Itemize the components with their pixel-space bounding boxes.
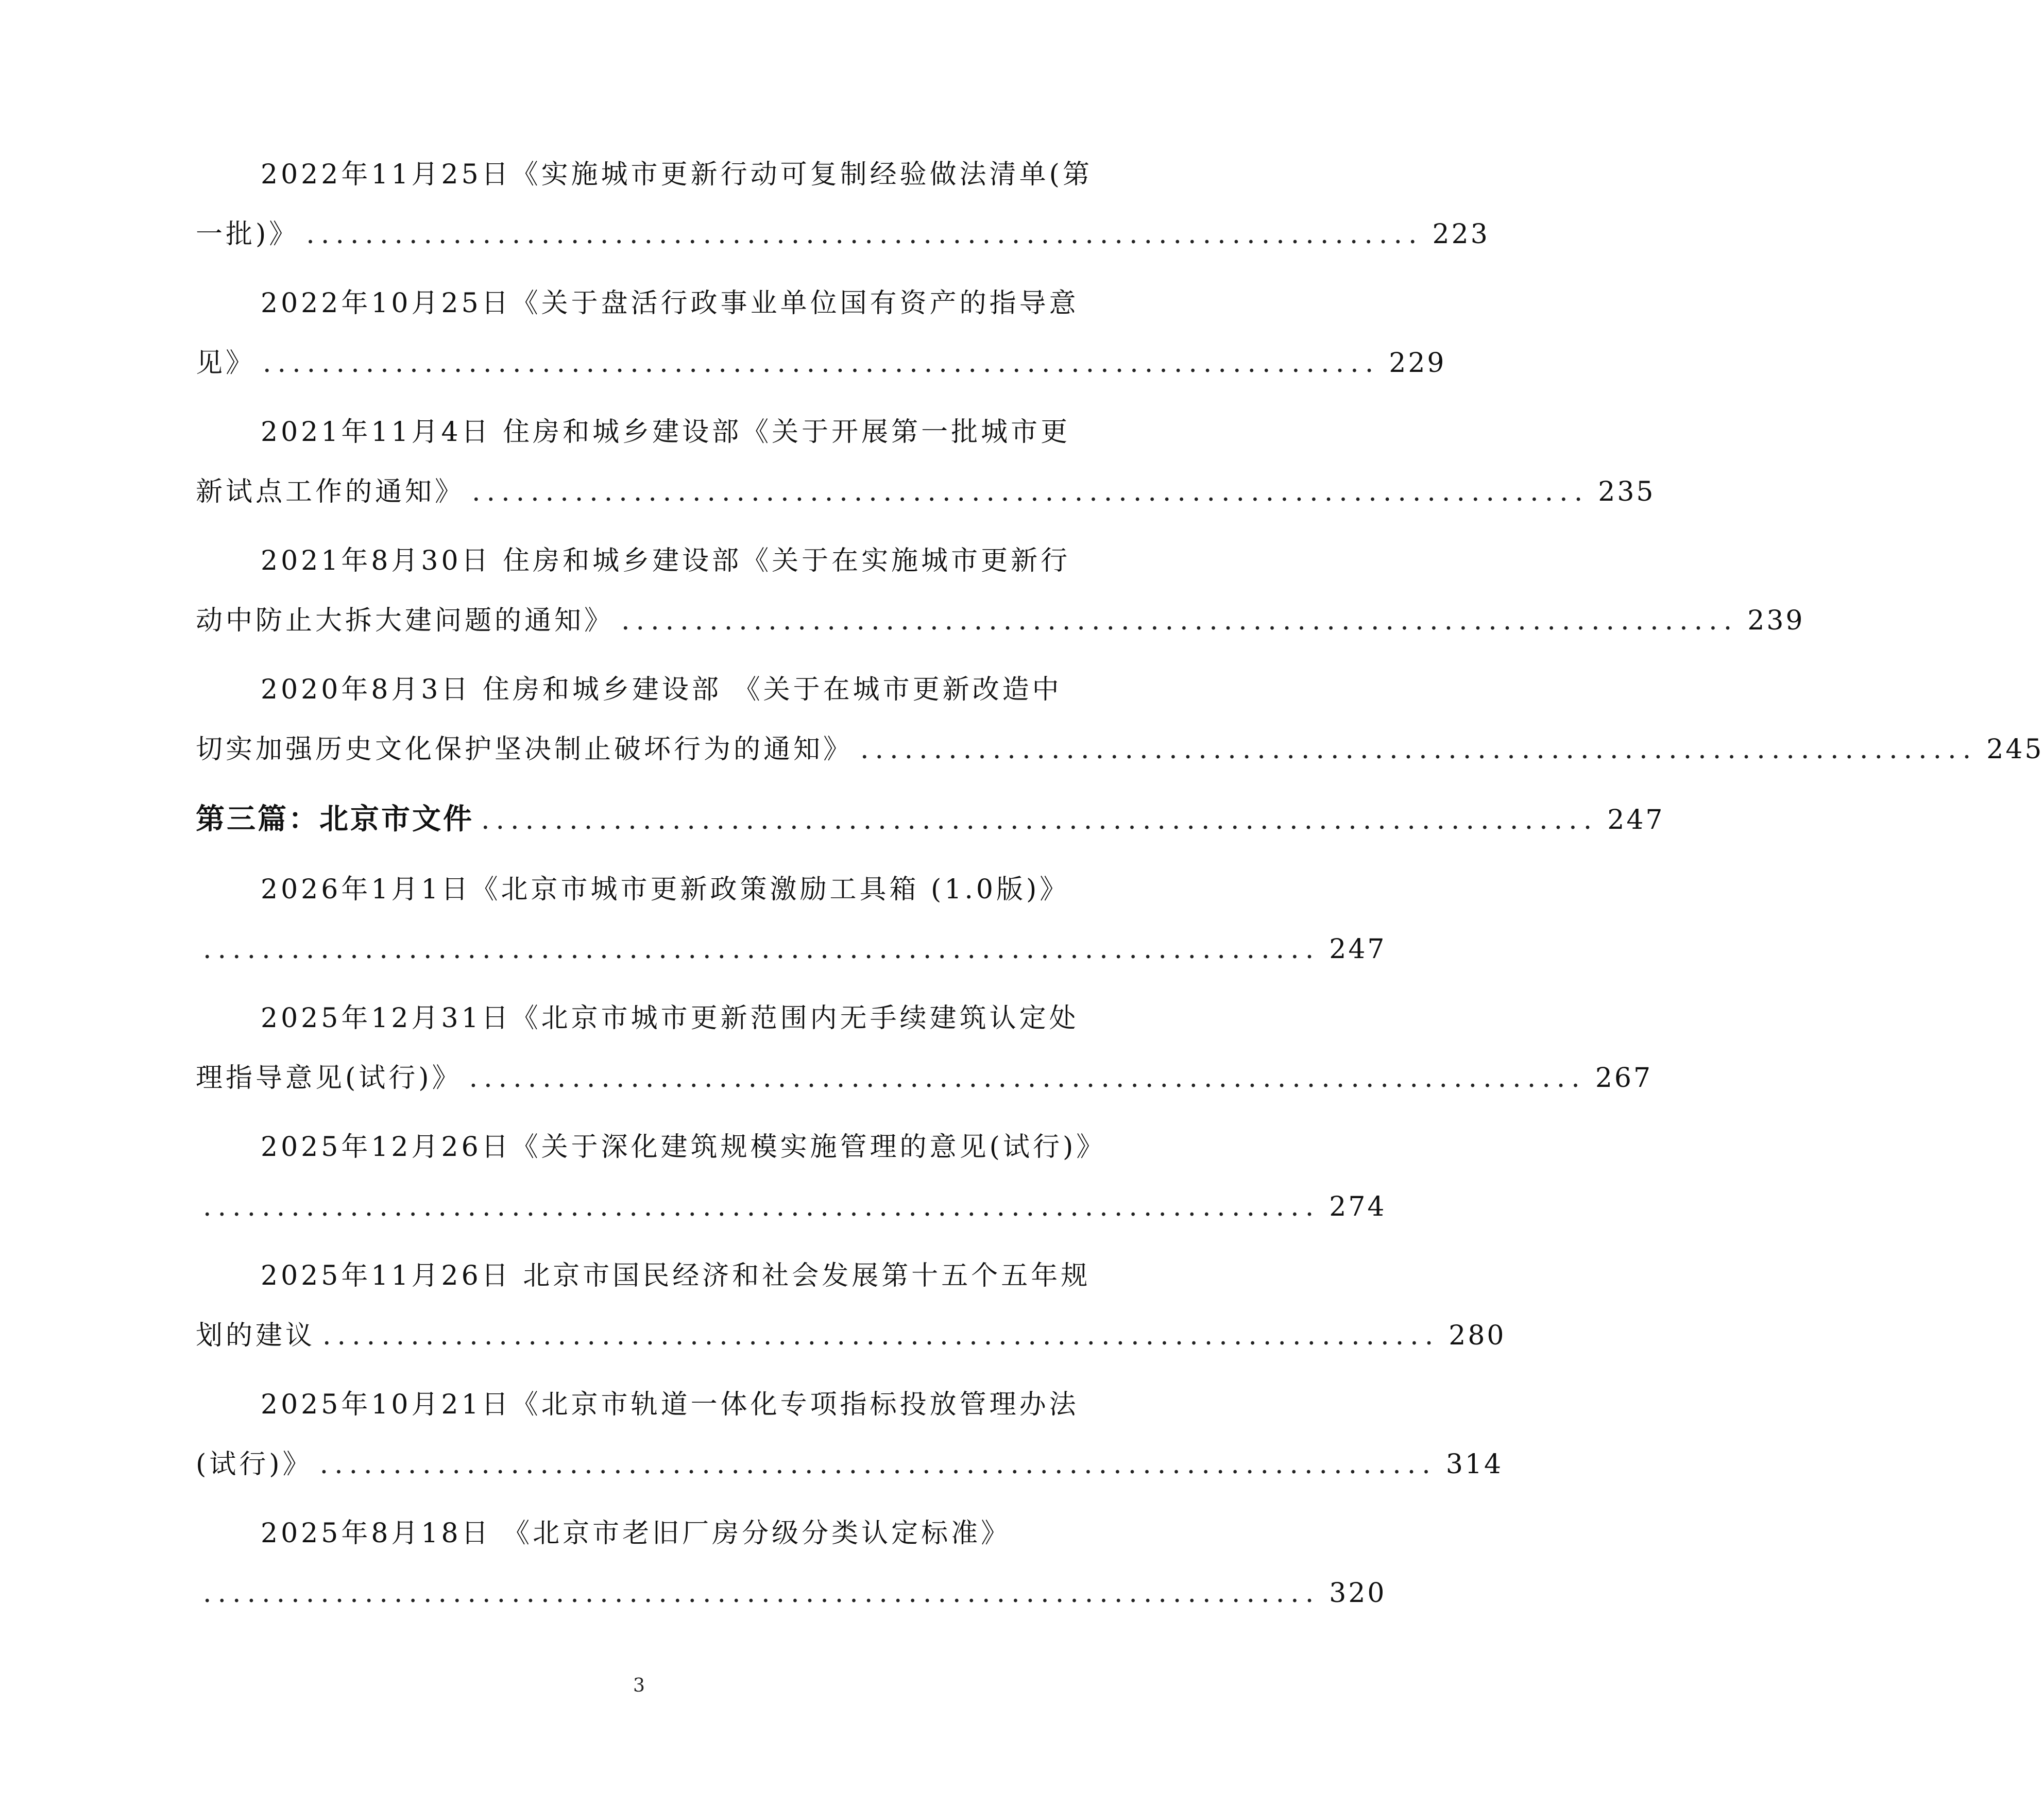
toc-entry-title: 2026年1月1日《北京市城市更新政策激励工具箱 (1.0版)》: [261, 874, 1070, 905]
toc-entry-title: 2021年8月30日 住房和城乡建设部《关于在实施城市更新行: [261, 545, 1071, 576]
toc-entry-title-continued: 划的建议: [196, 1320, 316, 1351]
page-footer-number: 3: [633, 1675, 645, 1696]
table-of-contents: [196, 155, 2044, 1642]
toc-entry[interactable]: [196, 1256, 1506, 1356]
dot-leader: ............................................................................: [481, 805, 1598, 836]
toc-entry[interactable]: [196, 412, 1656, 512]
section-title: 第三篇：北京市文件: [196, 803, 474, 836]
toc-entry-title: 2020年8月3日 住房和城乡建设部 《关于在城市更新改造中: [261, 674, 1062, 705]
toc-entry-title: 2021年11月4日 住房和城乡建设部《关于开展第一批城市更: [261, 417, 1071, 448]
dot-leader: ............................................................................: [472, 476, 1589, 507]
toc-page-number: 267: [1595, 1063, 1653, 1094]
toc-entry[interactable]: [196, 541, 1805, 641]
toc-page-number: 245: [1986, 734, 2044, 765]
toc-page-number: 314: [1445, 1449, 1504, 1480]
toc-page-number: 247: [1607, 805, 1665, 836]
toc-page-number: 274: [1329, 1191, 1387, 1222]
dot-leader: ............................................................................: [621, 605, 1739, 636]
toc-page-number: 239: [1747, 605, 1805, 636]
dot-leader: ............................................................................: [263, 348, 1380, 379]
toc-entry-title: 2025年12月31日《北京市城市更新范围内无手续建筑认定处: [261, 1003, 1079, 1034]
toc-entry[interactable]: [196, 670, 2044, 770]
toc-entry[interactable]: [196, 1385, 1504, 1485]
toc-page-number: 280: [1449, 1320, 1506, 1351]
toc-page-number: 235: [1598, 476, 1656, 507]
toc-entry[interactable]: [196, 870, 1387, 969]
dot-leader: ............................................................................: [319, 1449, 1437, 1480]
toc-section-heading[interactable]: [196, 798, 1665, 841]
toc-entry-title-continued: 新试点工作的通知》: [196, 476, 465, 507]
toc-entry-title-continued: 见》: [196, 348, 256, 379]
dot-leader: ............................................................................: [203, 1578, 1320, 1609]
toc-entry-title: 2025年12月26日《关于深化建筑规模实施管理的意见(试行)》: [261, 1132, 1106, 1163]
toc-entry[interactable]: [196, 283, 1446, 383]
dot-leader: ............................................................................: [860, 734, 1978, 765]
toc-page-number: 320: [1329, 1578, 1387, 1609]
toc-entry-title: 2025年10月21日《北京市轨道一体化专项指标投放管理办法: [261, 1389, 1079, 1420]
dot-leader: ............................................................................: [306, 219, 1423, 250]
toc-entry-title-continued: 理指导意见(试行)》: [196, 1063, 462, 1094]
dot-leader: ............................................................................: [203, 934, 1320, 965]
toc-entry-title-continued: (试行)》: [196, 1449, 313, 1480]
dot-leader: ............................................................................: [469, 1063, 1586, 1094]
toc-entry-title-continued: 切实加强历史文化保护坚决制止破坏行为的通知》: [196, 734, 854, 765]
dot-leader: ............................................................................: [322, 1320, 1440, 1351]
toc-entry-title: 2025年8月18日 《北京市老旧厂房分级分类认定标准》: [261, 1518, 1011, 1549]
toc-entry-title-continued: 动中防止大拆大建问题的通知》: [196, 605, 615, 636]
toc-entry-title: 2022年11月25日《实施城市更新行动可复制经验做法清单(第: [261, 159, 1093, 190]
toc-entry-title-continued: 一批)》: [196, 219, 299, 250]
toc-entry-title: 2022年10月25日《关于盘活行政事业单位国有资产的指导意: [261, 288, 1079, 319]
toc-entry[interactable]: [196, 1513, 1387, 1613]
toc-page-number: 229: [1389, 348, 1446, 379]
toc-entry[interactable]: [196, 998, 1653, 1098]
toc-page-number: 223: [1432, 219, 1490, 250]
toc-page-number: 247: [1329, 934, 1387, 965]
toc-entry-title: 2025年11月26日 北京市国民经济和社会发展第十五个五年规: [261, 1260, 1091, 1291]
dot-leader: ............................................................................: [203, 1191, 1320, 1222]
toc-entry[interactable]: [196, 155, 1490, 254]
toc-entry[interactable]: [196, 1127, 1387, 1227]
